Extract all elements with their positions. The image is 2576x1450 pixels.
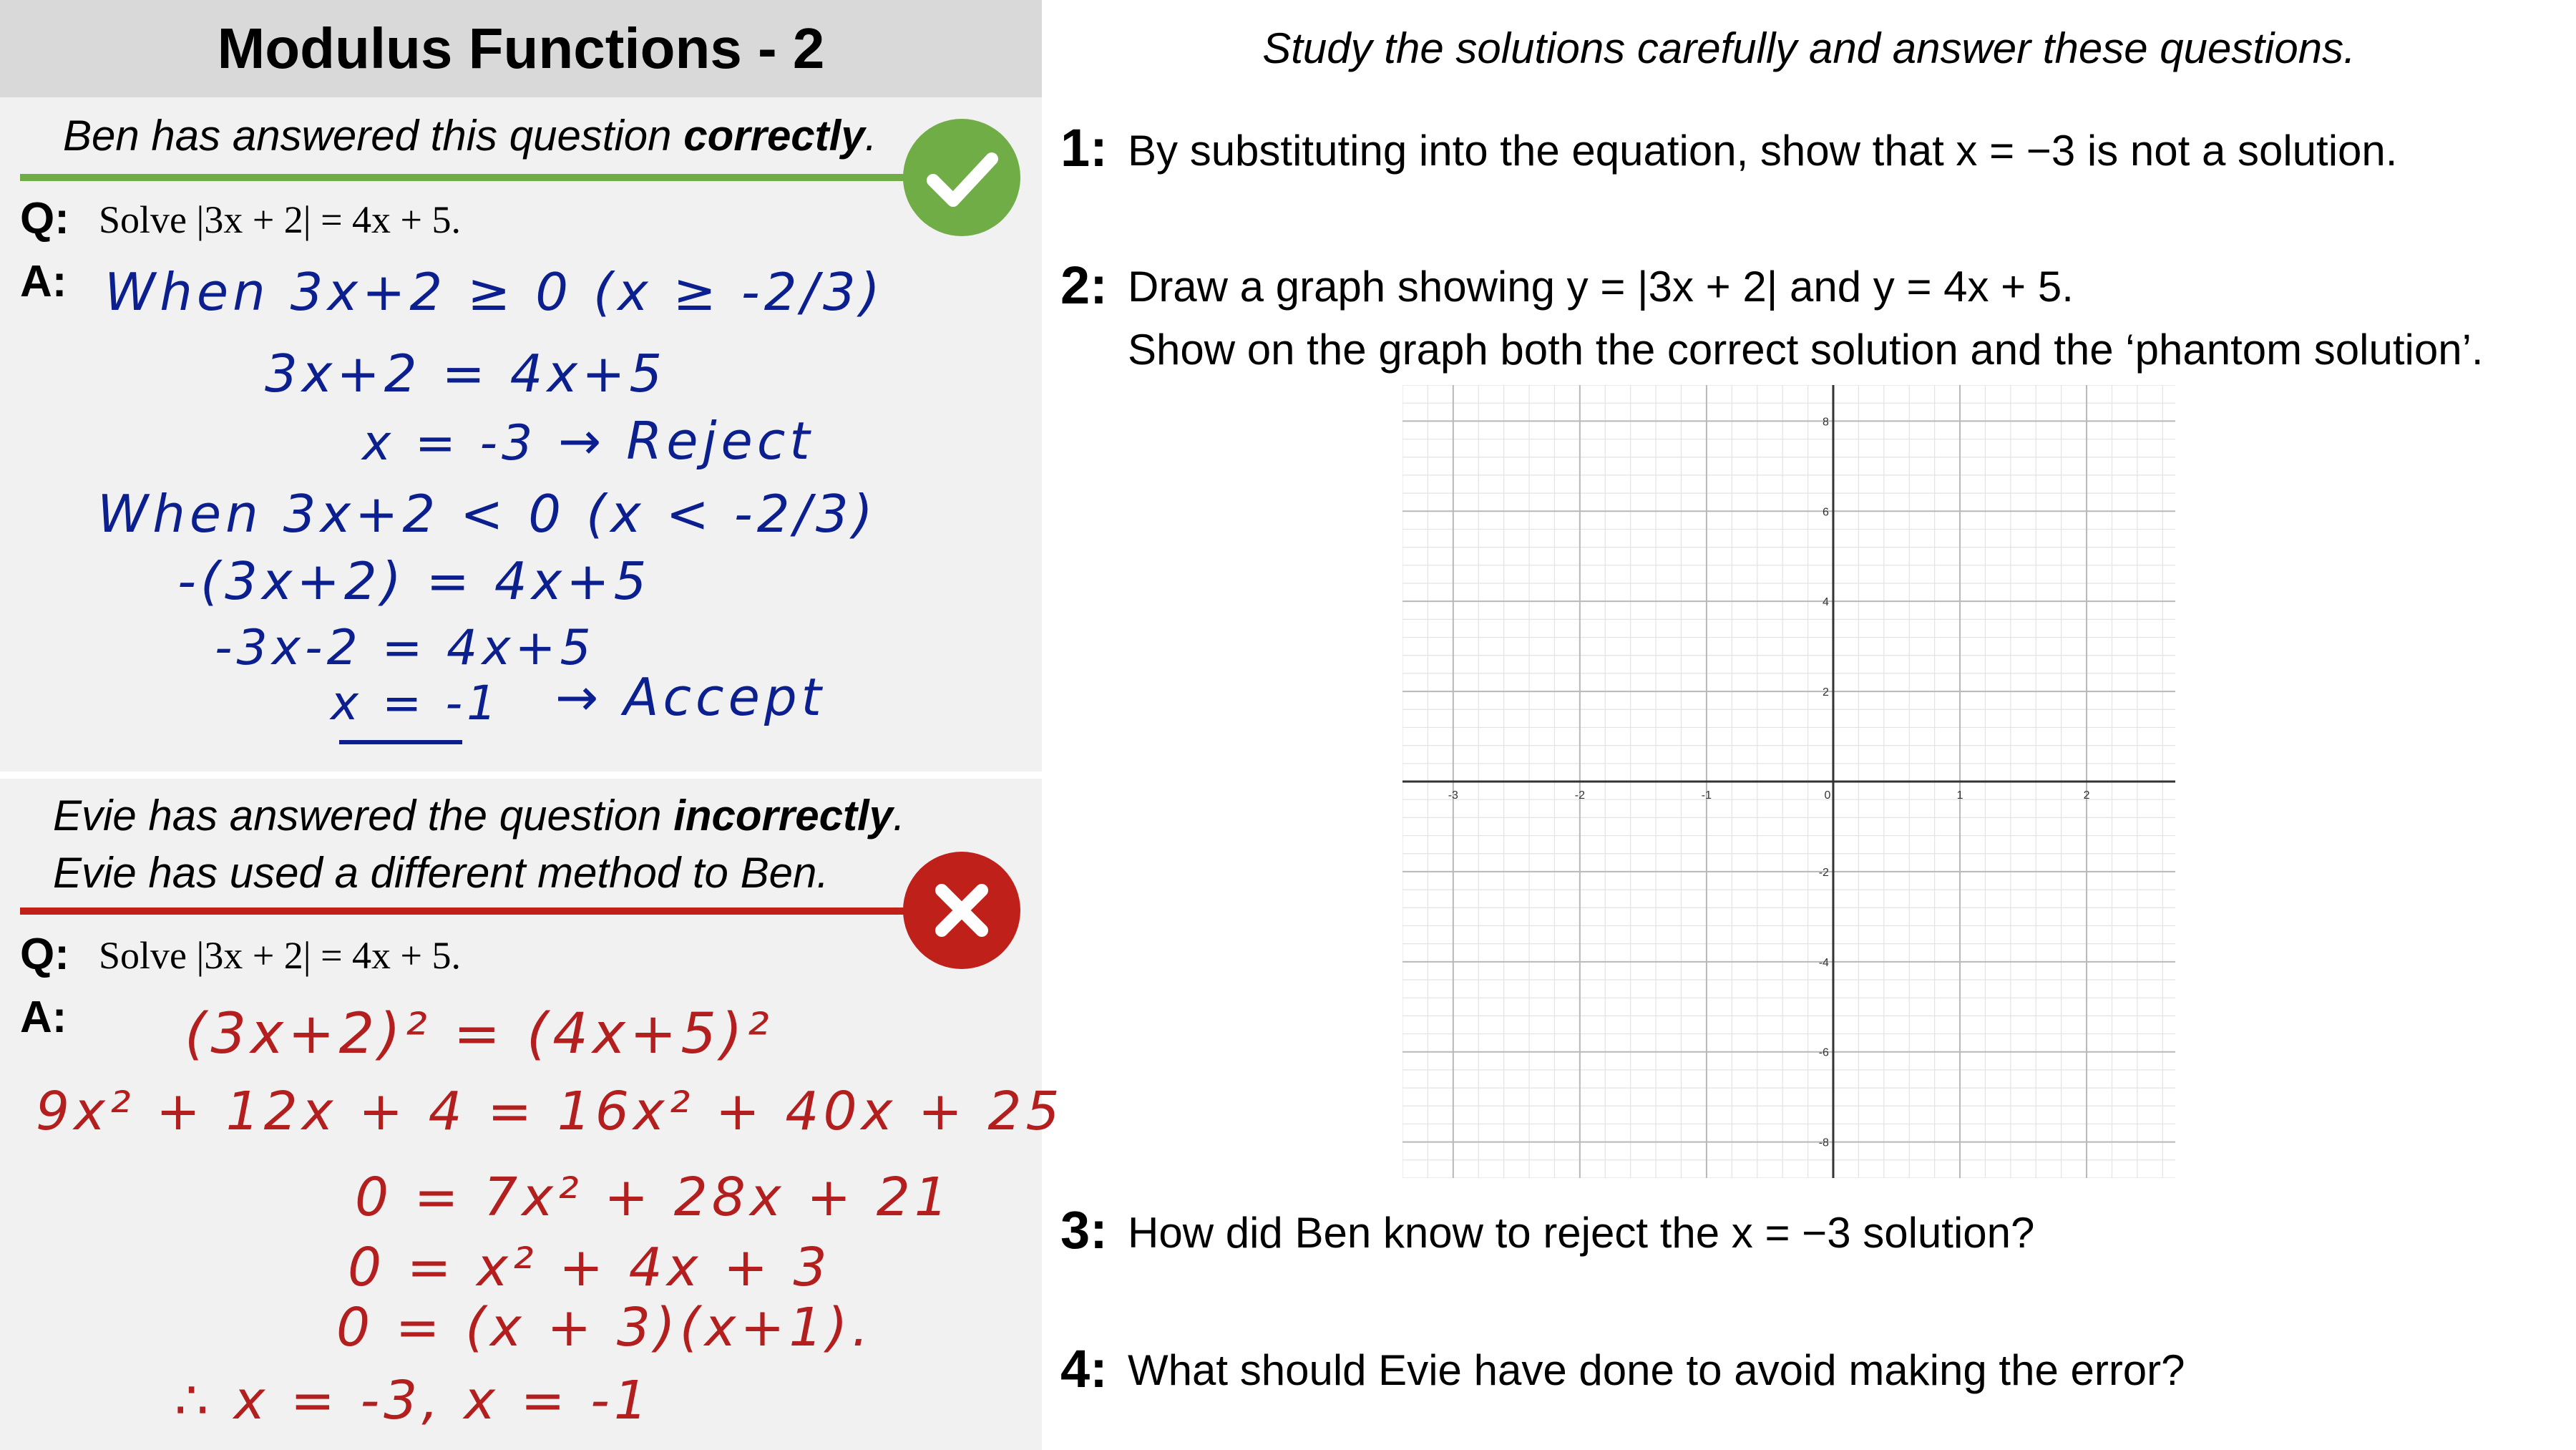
ben-working-line: → Accept	[555, 667, 826, 727]
cross-icon	[903, 852, 1020, 969]
evie-intro-line1	[53, 787, 983, 845]
question-2-number: 2:	[1060, 256, 1108, 315]
y-tick-label: 2	[1823, 686, 1829, 699]
coordinate-grid[interactable]	[1402, 385, 2175, 1178]
evie-a-label: A:	[20, 993, 67, 1042]
question-1-text: By substituting into the equation, show that x = −3 is not a solution.	[1128, 127, 2398, 175]
x-tick-label: -3	[1448, 789, 1458, 802]
ben-working-line: -(3x+2) = 4x+5	[177, 551, 651, 611]
incorrect-badge	[903, 852, 1020, 969]
question-2-text-line2: Show on the graph both the correct solution and the ‘phantom solution’.	[1128, 326, 2484, 374]
evie-working-line: 0 = x² + 4x + 3	[348, 1237, 831, 1298]
y-tick-label: 6	[1823, 506, 1829, 519]
y-tick-label: 8	[1823, 416, 1829, 429]
evie-intro	[53, 787, 983, 902]
evie-working-line: 0 = (x + 3)(x+1).	[336, 1297, 873, 1358]
evie-underline	[20, 908, 950, 915]
evie-working-line: (3x+2)² = (4x+5)²	[185, 1002, 774, 1066]
question-2-text: Draw a graph showing y = |3x + 2| and y = 4x + 5.	[1128, 263, 2074, 311]
question-1-number: 1:	[1060, 118, 1108, 177]
evie-question: Solve |3x + 2| = 4x + 5.	[99, 934, 461, 977]
evie-working-line: 9x² + 12x + 4 = 16x² + 40x + 25	[36, 1081, 1064, 1142]
ben-a-label: A:	[20, 257, 67, 306]
evie-intro-text: Evie has answered the question	[53, 792, 662, 840]
evie-working-line: ∴ x = -3, x = -1	[175, 1370, 652, 1431]
panel-divider	[0, 772, 1042, 779]
x-tick-label: 0	[1824, 789, 1831, 802]
y-tick-label: -2	[1818, 866, 1829, 879]
ben-working-line: -3x-2 = 4x+5	[215, 620, 595, 676]
evie-q-label: Q:	[20, 930, 69, 979]
question-3-text: How did Ben know to reject the x = −3 solution?	[1128, 1209, 2035, 1257]
ben-working-line: x = -3	[362, 415, 537, 472]
checkmark-icon	[903, 119, 1020, 236]
grid-svg[interactable]	[1402, 385, 2175, 1178]
ben-working-line: When 3x+2 < 0 (x < -2/3)	[97, 484, 877, 544]
ben-intro-bold: correctly	[683, 112, 865, 160]
y-tick-label: -4	[1818, 956, 1829, 969]
question-3-number: 3:	[1060, 1200, 1108, 1260]
evie-intro-line2: Evie has used a different method to Ben.	[53, 849, 829, 897]
page-title: Modulus Functions - 2	[217, 16, 825, 80]
ben-answer-underline	[339, 740, 462, 744]
x-tick-label: 1	[1956, 789, 1963, 802]
x-tick-label: -1	[1701, 789, 1712, 802]
y-tick-label: 4	[1823, 596, 1829, 609]
ben-working-line: x = -1	[331, 676, 502, 731]
y-tick-label: -8	[1818, 1137, 1829, 1149]
x-tick-label: 2	[2083, 789, 2090, 802]
ben-intro	[63, 109, 907, 163]
ben-intro-text: Ben has answered this question	[63, 112, 672, 160]
y-tick-label: -6	[1818, 1046, 1829, 1059]
ben-question: Solve |3x + 2| = 4x + 5.	[99, 198, 461, 241]
correct-badge	[903, 119, 1020, 236]
x-tick-label: -2	[1574, 789, 1585, 802]
ben-working-line: 3x+2 = 4x+5	[265, 344, 667, 404]
ben-working-line: → Reject	[558, 411, 814, 471]
question-4-text: What should Evie have done to avoid making the error?	[1128, 1346, 2185, 1394]
instructions: Study the solutions carefully and answer these questions.	[1262, 24, 2356, 72]
ben-underline	[20, 174, 950, 181]
evie-intro-bold: incorrectly	[673, 792, 894, 840]
question-4-number: 4:	[1060, 1339, 1108, 1398]
ben-intro-end: .	[864, 112, 877, 160]
evie-working-line: 0 = 7x² + 28x + 21	[355, 1167, 952, 1228]
ben-q-label: Q:	[20, 194, 69, 243]
evie-intro-end: .	[893, 792, 905, 840]
ben-working-line: When 3x+2 ≥ 0 (x ≥ -2/3)	[104, 262, 884, 322]
